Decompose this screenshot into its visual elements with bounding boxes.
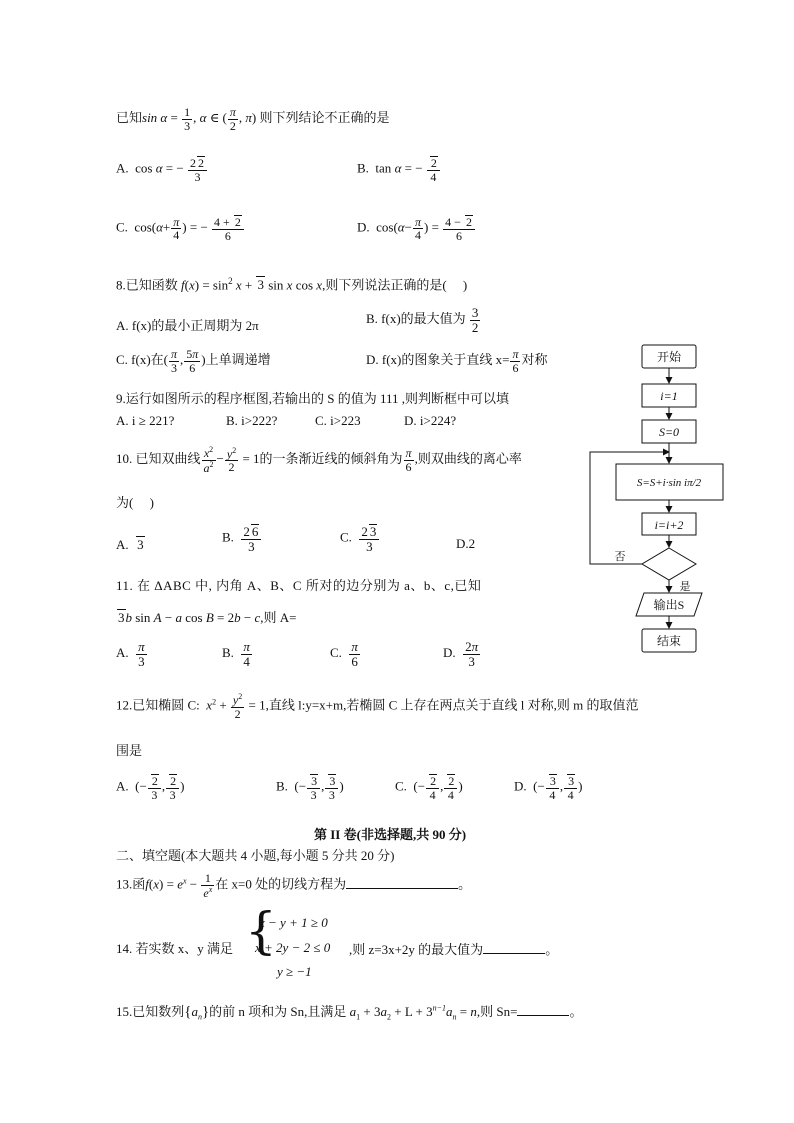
flowchart-update-s-text: S=S+i·sin iπ/2 xyxy=(636,477,702,489)
q14-constraint-2: x + 2y − 2 ≤ 0 xyxy=(255,940,331,955)
q14-tail xyxy=(349,941,558,958)
q15-suffix: ,则 Sn= xyxy=(476,1004,518,1019)
q9-option-a: A. i ≥ 221? xyxy=(116,413,175,428)
q10-b-label: B. xyxy=(222,529,234,545)
q8-stem-suffix: ,则下列说法正确的是( ) xyxy=(322,277,468,293)
program-flowchart xyxy=(580,336,730,662)
q14-brace: { xyxy=(245,902,277,960)
q11-condition: 3b sin A − a cos B = 2b − c,则 A= xyxy=(118,610,297,625)
q10-option-d: D.2 xyxy=(456,536,476,551)
q8-option-d: D. f(x)的图象关于直线 x= $\frac{\pi}{6}$ 对称 xyxy=(366,347,548,375)
question-8-stem: 8.已知函数 $f(x) = \sin^2 x + 3$ sin x cos x,则下列说法正确的是( ) xyxy=(116,276,468,293)
flowchart-output-text: 输出S xyxy=(653,598,685,612)
q10-option-b: B. $\frac{2 6}{3}$ xyxy=(222,524,262,553)
q13-suffix: 在 x=0 处的切线方程为 xyxy=(215,876,347,892)
q14-constraint-1: x − y + 1 ≥ 0 xyxy=(259,915,328,930)
q8-option-a: A. f(x)的最小正周期为 2π xyxy=(116,318,259,333)
q15-mid: 的前 n 项和为 Sn,且满足 xyxy=(209,1004,347,1019)
q8-option-b-label: B. f(x)的最大值为 xyxy=(366,311,466,327)
q11-d-label: D. xyxy=(443,645,456,661)
q7-option-c: C. cos(α+ $\frac{\pi}{4}$ ) = − $\frac{4 + 2}{6}$ xyxy=(116,215,245,242)
q12-stem-line2: 围是 xyxy=(116,743,143,758)
q12-stem-prefix: 12.已知椭圆 C: xyxy=(116,697,200,713)
question-9-stem: 9.运行如图所示的程序框图,若输出的 S 的值为 111 ,则判断框中可以填 xyxy=(116,391,510,406)
q12-c-label: C. xyxy=(395,778,407,794)
question-12-stem: 12.已知椭圆 C: $x^2$ + $\frac{y^2}{2}$ = 1,直线 l:y=x+m,若椭圆 C 上存在两点关于直线 l 对称,则 m 的取值范 xyxy=(116,692,639,721)
q12-option-b: B. (− $\frac{3}{3}$ , $\frac{3}{3}$ ) xyxy=(276,774,344,802)
flowchart-start-text: 开始 xyxy=(656,350,682,364)
question-11-stem: 11. 在 ΔABC 中, 内角 A、B、C 所对的边分别为 a、b、c,已知 xyxy=(116,578,482,593)
q10-stem-line2: 为( ) xyxy=(116,495,154,510)
q7-option-d: D. cos(α− $\frac{\pi}{4}$ ) = $\frac{4 - 2}{6}$ xyxy=(357,215,476,242)
q11-option-c: C. $\frac{\pi}{6}$ xyxy=(330,639,358,669)
q12-option-a: A. (− $\frac{2}{3}$ , $\frac{2}{3}$ ) xyxy=(116,774,185,802)
part-2-title: 第 II 卷(非选择题,共 90 分) xyxy=(314,827,467,842)
q12-a-label: A. xyxy=(116,778,129,794)
flowchart-loop-arrow xyxy=(590,452,669,564)
q13-answer-blank[interactable] xyxy=(346,876,458,889)
flowchart-yes-label: 是 xyxy=(679,581,691,593)
q11-b-label: B. xyxy=(222,645,234,661)
question-7-stem: 已知sin α = $\frac{1}{3}$ , α ∈ ( $\frac{\pi}{2}$ , π) 则下列结论不正确的是 xyxy=(116,105,390,133)
q15-end: 。 xyxy=(569,1004,583,1019)
q12-stem-suffix: ,直线 l:y=x+m,若椭圆 C 上存在两点关于直线 l 对称,则 m 的取值范 xyxy=(265,697,639,713)
q8-stem-prefix: 8.已知函数 xyxy=(116,277,178,293)
q10-option-a: A. 3 xyxy=(116,537,144,552)
q11-cond-suffix: ,则 A= xyxy=(260,610,297,625)
q15-answer-blank[interactable] xyxy=(517,1003,569,1016)
question-10-stem: 10. 已知双曲线 $\frac{x^2}{a^2}$ − $\frac{y^2}{2}$ = 1的一条渐近线的倾斜角为 $\frac{\pi}{6}$ ,则双曲线的离心率 xyxy=(116,445,522,475)
flowchart-end-text: 结束 xyxy=(656,634,682,648)
flowchart-init-s-text: S=0 xyxy=(658,425,680,439)
q14-prefix: 14. 若实数 x、y 满足 xyxy=(116,941,234,956)
q8-option-d-label: D. f(x)的图象关于直线 x= xyxy=(366,352,510,368)
fill-in-section-heading: 二、填空题(本大题共 4 小题,每小题 5 分共 20 分) xyxy=(116,848,395,863)
q10-stem-suffix: ,则双曲线的离心率 xyxy=(414,451,522,467)
q10-a-label: A. xyxy=(116,537,129,552)
q8-option-b: B. f(x)的最大值为 $\frac{3}{2}$ xyxy=(366,305,479,335)
q11-option-a: A. $\frac{\pi}{3}$ xyxy=(116,639,145,669)
question-15: 15.已知数列$\{a_n\}$的前 n 项和为 Sn,且满足 $a_1 + 3a_2 + L + 3^{n-1}a_n = n$,则 Sn= 。 xyxy=(116,1003,583,1022)
q11-option-b: B. $\frac{\pi}{4}$ xyxy=(222,639,250,669)
q14-answer-blank[interactable] xyxy=(483,941,545,954)
q12-option-c: C. (− $\frac{2}{4}$ , $\frac{2}{4}$ ) xyxy=(395,774,463,802)
q8-option-c: C. f(x)在( $\frac{\pi}{3}$ , $\frac{5\pi}{6}$ )上单调递增 xyxy=(116,347,271,375)
q7-stem-prefix: 已知 xyxy=(116,110,143,126)
q15-prefix: 15.已知数列 xyxy=(116,1004,185,1019)
q13-prefix: 13.函 xyxy=(116,876,146,892)
q11-c-label: C. xyxy=(330,645,342,661)
q7-option-a: A. cos α = − $\frac{2 2}{3}$ xyxy=(116,156,208,183)
question-13: 13.函$f(x) = e^x$ − $\frac{1}{e^x}$ 在 x=0 处的切线方程为 。 xyxy=(116,871,472,900)
q10-option-c: C. $\frac{2 3}{3}$ xyxy=(340,524,380,553)
flowchart-decision-diamond xyxy=(642,548,696,580)
q14-suffix: ,则 z=3x+2y 的最大值为 xyxy=(349,942,484,957)
q9-option-d: D. i>224? xyxy=(404,413,457,428)
q9-option-c: C. i>223 xyxy=(315,413,361,428)
q14-end: 。 xyxy=(545,942,559,957)
q8-option-c-suffix: 上单调递增 xyxy=(205,352,271,368)
q7-option-b: B. tan α = − $\frac{2}{4}$ xyxy=(357,156,441,183)
q8-option-d-suffix: 对称 xyxy=(521,352,548,368)
q12-b-label: B. xyxy=(276,778,288,794)
q12-option-d: D. (− $\frac{3}{4}$ , $\frac{3}{4}$ ) xyxy=(514,774,583,802)
q14-constraint-3: y ≥ −1 xyxy=(277,964,312,979)
q11-a-label: A. xyxy=(116,645,129,661)
q13-end: 。 xyxy=(458,876,472,892)
flowchart-no-label: 否 xyxy=(614,551,626,563)
flowchart-update-i-text: i=i+2 xyxy=(654,518,684,532)
q8-option-c-label: C. f(x)在 xyxy=(116,352,164,368)
q10-stem-mid: 的一条渐近线的倾斜角为 xyxy=(259,451,403,467)
q9-option-b: B. i>222? xyxy=(226,413,278,428)
q10-c-label: C. xyxy=(340,529,352,545)
q11-option-d: D. $\frac{2\pi}{3}$ xyxy=(443,639,479,669)
q12-d-label: D. xyxy=(514,778,527,794)
q7-stem-suffix: 则下列结论不正确的是 xyxy=(259,110,390,126)
flowchart-init-i-text: i=1 xyxy=(660,389,678,403)
q10-stem-prefix: 10. 已知双曲线 xyxy=(116,451,201,467)
